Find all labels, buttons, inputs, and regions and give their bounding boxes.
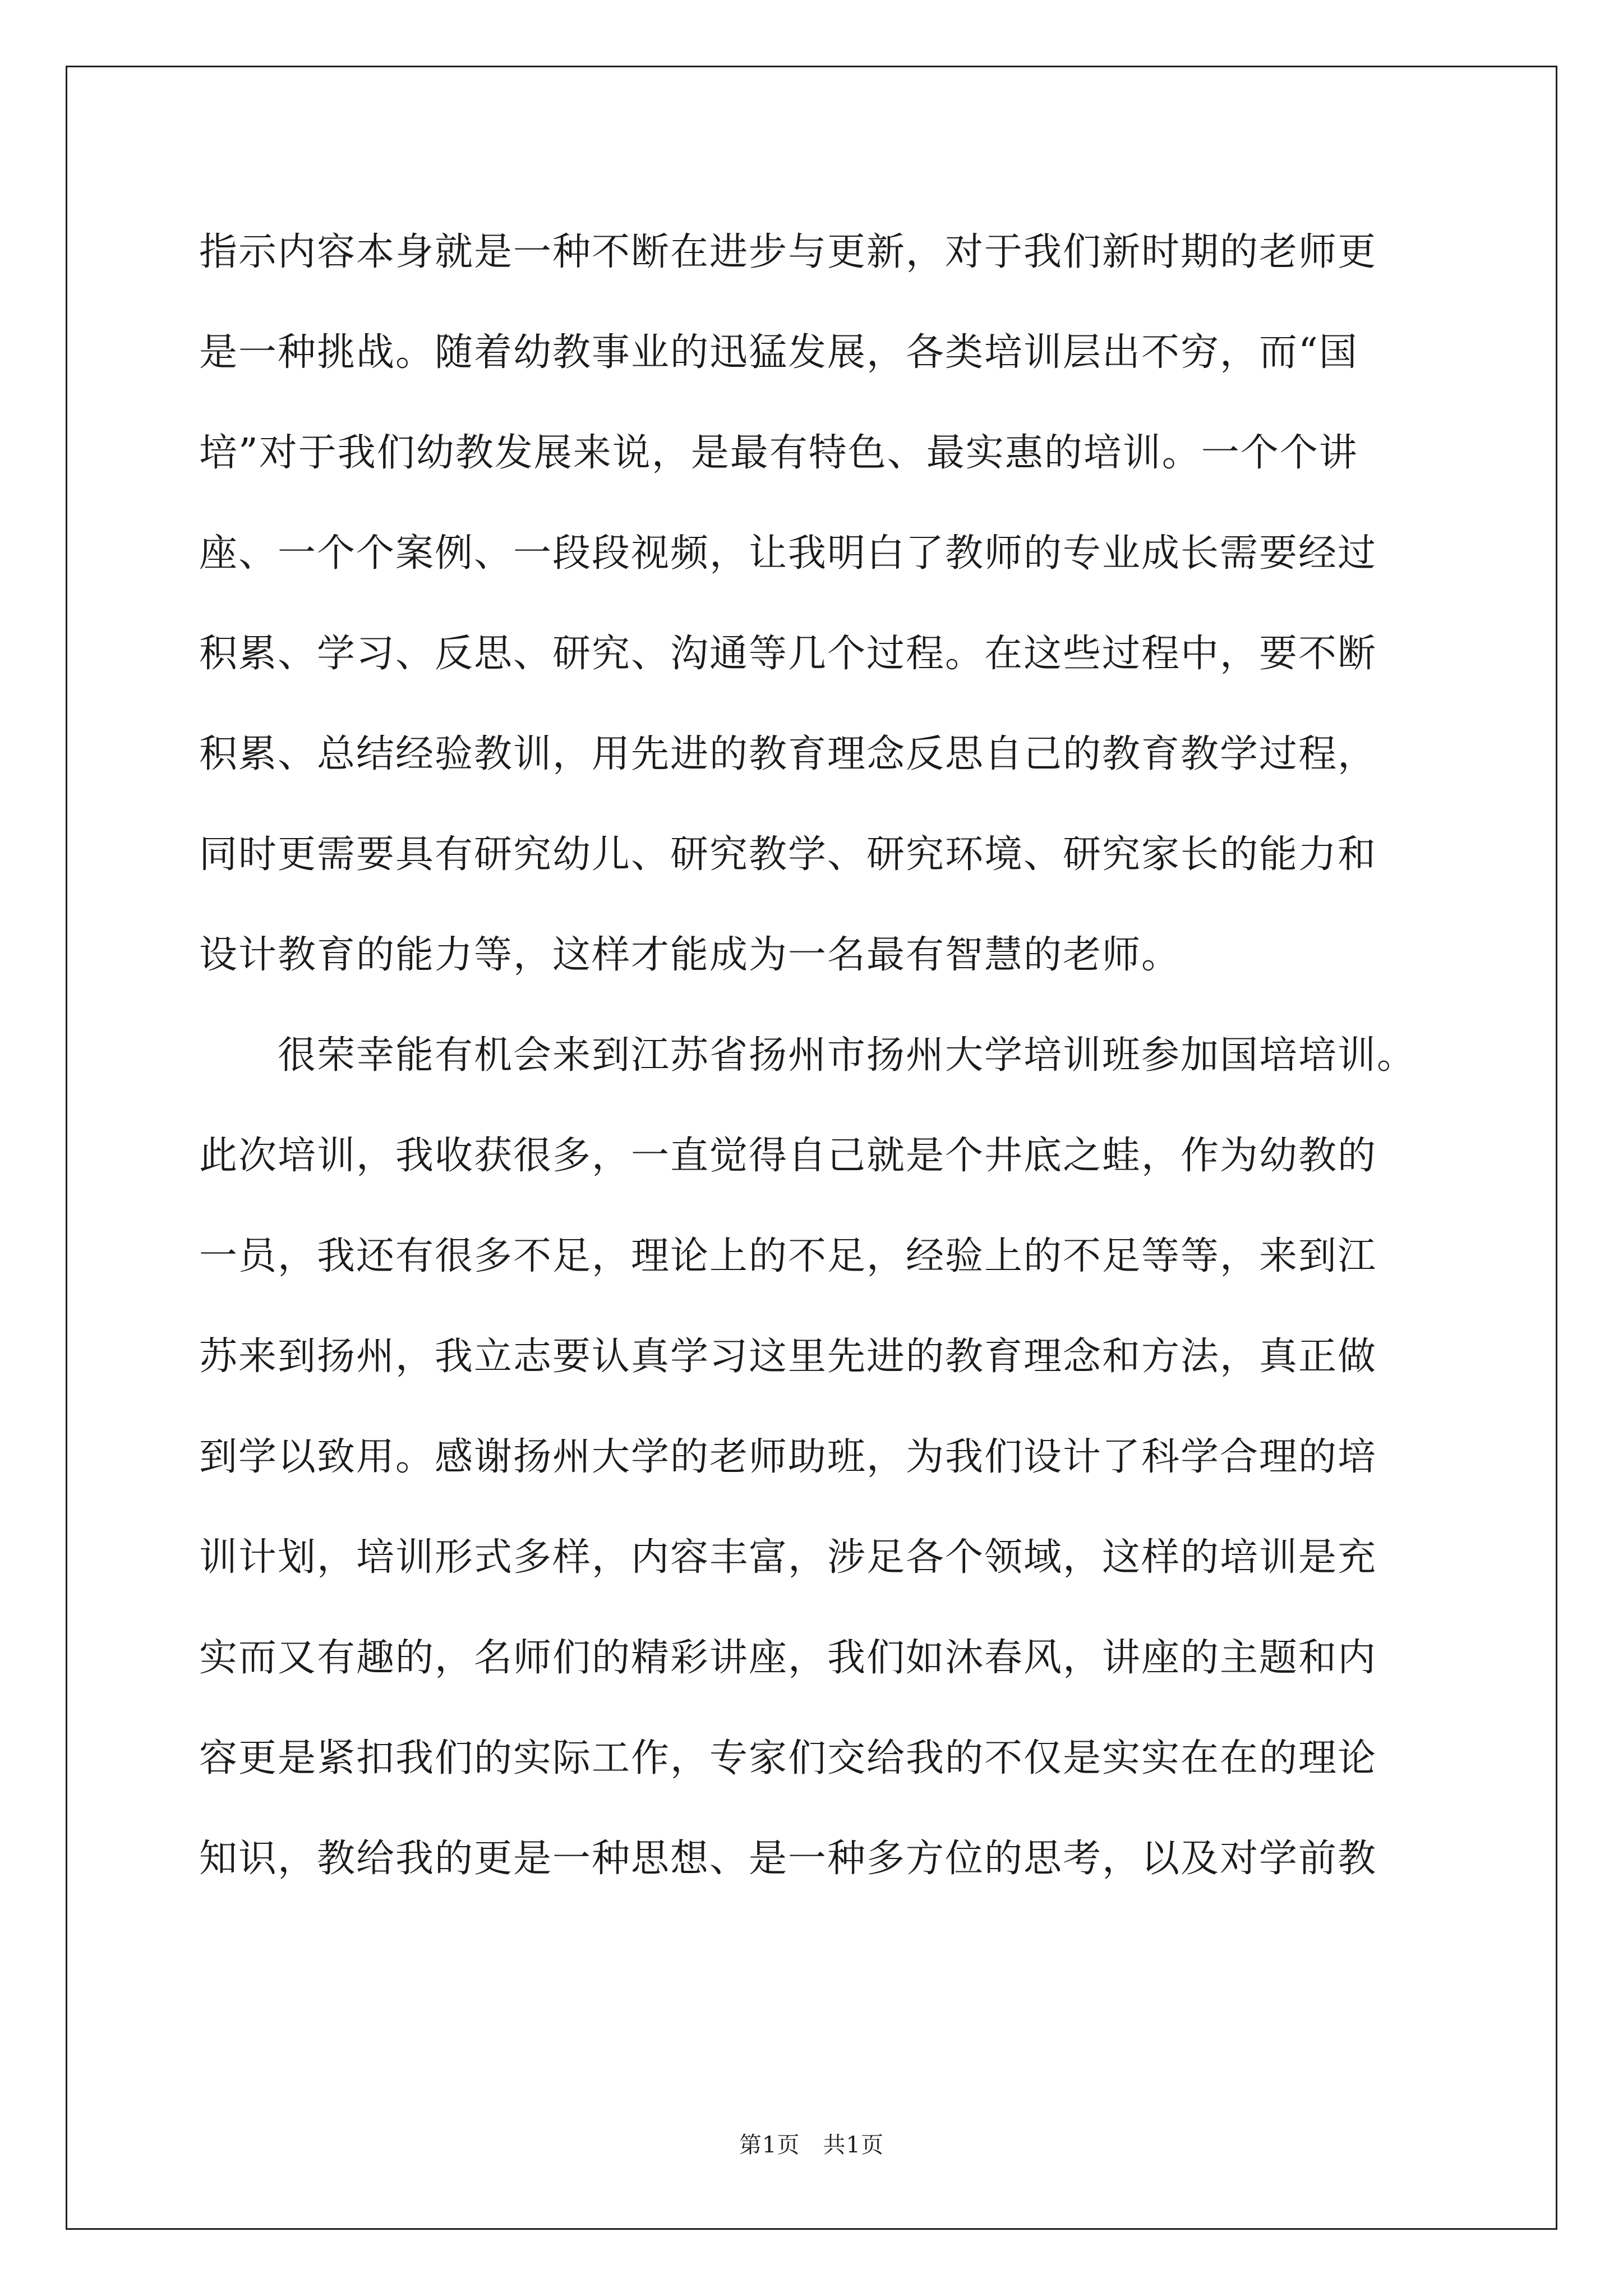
text-line: 训计划，培训形式多样，内容丰富，涉足各个领域，这样的培训是充 bbox=[199, 1535, 1377, 1580]
paragraph-start-line: 很荣幸能有机会来到江苏省扬州市扬州大学培训班参加国培培训。 bbox=[199, 1033, 1417, 1078]
text-line: 座、一个个案例、一段段视频，让我明白了教师的专业成长需要经过 bbox=[199, 531, 1377, 576]
document-body bbox=[199, 202, 1433, 1909]
text-line: 指示内容本身就是一种不断在进步与更新，对于我们新时期的老师更 bbox=[199, 230, 1377, 274]
text-line: 此次培训，我收获很多，一直觉得自己就是个井底之蛙，作为幼教的 bbox=[199, 1134, 1377, 1178]
text-line: 积累、学习、反思、研究、沟通等几个过程。在这些过程中，要不断 bbox=[199, 632, 1377, 676]
text-line: 到学以致用。感谢扬州大学的老师助班，为我们设计了科学合理的培 bbox=[199, 1435, 1377, 1479]
text-line: 积累、总结经验教训，用先进的教育理念反思自己的教育教学过程， bbox=[199, 732, 1377, 776]
text-line: 设计教育的能力等，这样才能成为一名最有智慧的老师。 bbox=[199, 933, 1181, 977]
text-line: 容更是紧扣我们的实际工作，专家们交给我的不仅是实实在在的理论 bbox=[199, 1736, 1377, 1780]
text-line: 苏来到扬州，我立志要认真学习这里先进的教育理念和方法，真正做 bbox=[199, 1335, 1377, 1379]
text-line: 一员，我还有很多不足，理论上的不足，经验上的不足等等，来到江 bbox=[199, 1234, 1377, 1278]
page-number-footer: 第1页 共1页 bbox=[739, 2132, 884, 2158]
text-line: 是一种挑战。随着幼教事业的迅猛发展，各类培训层出不穷，而“国 bbox=[199, 330, 1358, 375]
text-line: 同时更需要具有研究幼儿、研究教学、研究环境、研究家长的能力和 bbox=[199, 832, 1377, 877]
text-line: 实而又有趣的，名师们的精彩讲座，我们如沐春风，讲座的主题和内 bbox=[199, 1636, 1377, 1680]
text-line: 知识，教给我的更是一种思想、是一种多方位的思考，以及对学前教 bbox=[199, 1837, 1377, 1881]
text-line: 培”对于我们幼教发展来说，是最有特色、最实惠的培训。一个个讲 bbox=[199, 431, 1358, 475]
